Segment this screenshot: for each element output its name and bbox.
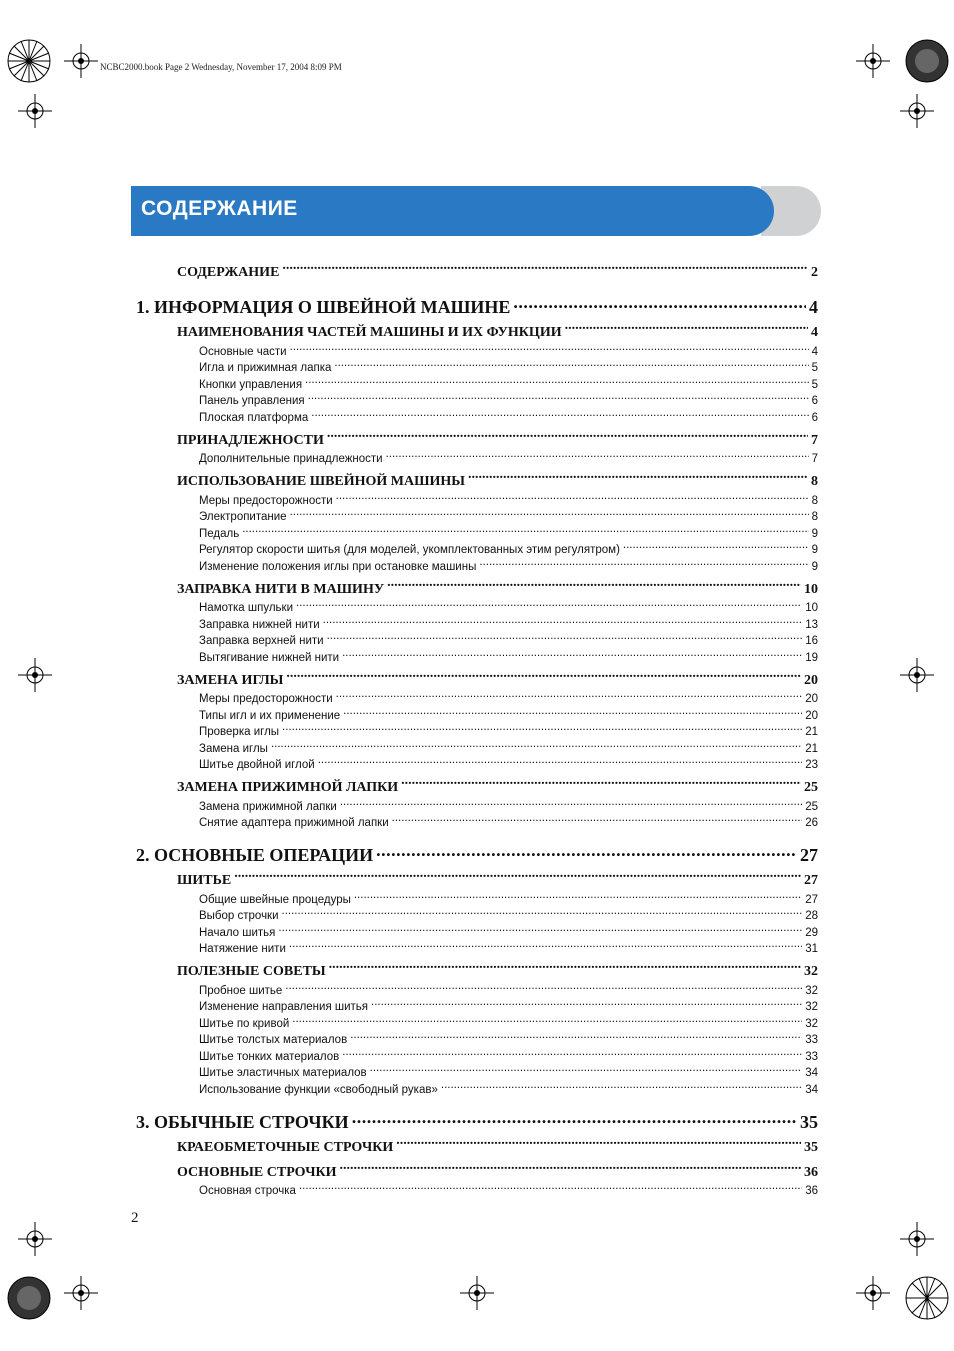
toc-entry-page: 33 [805,1050,818,1063]
toc-subsection[interactable] [136,891,818,908]
toc-entry-title: Педаль [199,527,240,540]
toc-subsection[interactable] [136,616,818,633]
toc-entry-title: ЗАПРАВКА НИТИ В МАШИНУ [177,581,385,597]
toc-entry-page: 36 [805,1185,818,1197]
toc-entry-page: 27 [804,873,818,888]
toc-dot-leader [479,558,808,570]
toc-entry-page: 21 [805,726,818,738]
toc-entry-page: 7 [811,432,818,448]
page-number: 2 [131,1210,139,1226]
toc-subsection[interactable] [136,393,818,410]
toc-subsection[interactable] [136,1183,818,1200]
crosshair-icon [900,94,934,128]
toc-dot-leader [352,1110,797,1128]
toc-subsection[interactable] [136,999,818,1016]
toc-entry-title: Меры предосторожности [199,693,333,705]
toc-entry-page: 2 [811,265,818,280]
toc-entry-page: 8 [811,474,818,489]
toc-dot-leader [299,1183,802,1195]
toc-entry-title: Игла и прижимная лапка [199,362,332,374]
toc-entry-title: Шитье толстых материалов [199,1034,348,1046]
toc-dot-leader [370,1065,803,1077]
toc-section[interactable] [136,961,818,982]
toc-subsection[interactable] [136,376,818,393]
toc-entry-title: ПРИНАДЛЕЖНОСТИ [177,432,324,448]
registration-mark-icon [904,38,950,84]
toc-entry-page: 35 [800,1111,818,1132]
toc-entry-title: Меры предосторожности [199,494,333,507]
toc-subsection[interactable] [136,492,818,509]
toc-dot-leader [343,707,802,719]
toc-entry-title: Натяжение нити [199,943,286,955]
toc-dot-leader [329,961,801,975]
toc-entry-title: Пробное шитье [199,984,283,997]
toc-subsection[interactable] [136,982,818,999]
crosshair-icon [18,94,52,128]
toc-entry-title: Типы игл и их применение [199,709,341,722]
toc-dot-leader [340,798,802,810]
toc-entry-title: Проверка иглы [199,726,280,738]
toc-subsection[interactable] [136,691,818,708]
toc-entry-page: 9 [811,527,818,540]
toc-entry-title: Кнопки управления [199,378,303,391]
toc-entry-title: Шитье эластичных материалов [199,1067,367,1079]
toc-entry-title: Начало шитья [199,926,276,939]
toc-entry-title: Общие швейные процедуры [199,893,351,906]
toc-dot-leader [234,870,801,884]
toc-dot-leader [386,451,809,463]
toc-entry-page: 8 [811,511,818,523]
toc-dot-leader [340,1162,801,1176]
toc-entry-title: ЗАМЕНА ИГЛЫ [177,672,284,688]
toc-subsection[interactable] [136,409,818,426]
toc-dot-leader [468,471,808,485]
toc-dot-leader [350,1032,802,1044]
toc-entry-page: 8 [811,494,818,507]
toc-entry-title: Изменение направления шитья [199,1001,369,1013]
registration-mark-icon [6,1275,52,1321]
toc-entry-page: 31 [805,943,818,955]
toc-entry-page: 34 [805,1067,818,1079]
toc-subsection[interactable] [136,908,818,925]
toc-entry-page: 10 [805,602,818,614]
toc-entry-page: 21 [805,742,818,755]
toc-subsection[interactable] [136,600,818,617]
toc-subsection[interactable] [136,740,818,757]
toc-entry-title: ЗАМЕНА ПРИЖИМНОЙ ЛАПКИ [177,780,399,795]
toc-subsection[interactable] [136,509,818,526]
toc-entry-title: Основные части [199,345,287,358]
toc-subsection[interactable] [136,451,818,468]
toc-dot-leader [311,409,808,421]
toc-dot-leader [387,579,801,593]
toc-dot-leader [623,542,809,554]
toc-entry-title: Снятие адаптера прижимной лапки [199,817,389,829]
toc-entry-page: 9 [811,544,818,556]
toc-dot-leader [286,670,801,684]
toc-entry-page: 5 [811,362,818,374]
toc-entry-page: 20 [805,709,818,722]
toc-section[interactable] [136,430,818,451]
toc-entry-page: 9 [811,560,818,573]
toc-dot-leader [278,924,802,936]
toc-section[interactable] [136,1162,818,1183]
toc-entry-title: Панель управления [199,395,305,407]
toc-dot-leader [323,616,803,628]
toc-entry-page: 36 [804,1164,818,1180]
toc-dot-leader [376,843,797,861]
toc-entry-page: 4 [809,297,818,317]
toc-entry-page: 27 [805,893,818,906]
toc-entry-title: Изменение положения иглы при остановке машины [199,560,477,573]
toc-entry-title: Электропитание [199,511,287,523]
toc-entry-title: ШИТЬЕ [177,873,232,888]
toc-entry-title: 1. ИНФОРМАЦИЯ О ШВЕЙНОЙ МАШИНЕ [136,297,511,317]
crosshair-icon [460,1276,494,1310]
toc-subsection[interactable] [136,360,818,377]
toc-dot-leader [565,322,808,336]
toc-entry-title: Выбор строчки [199,910,279,922]
toc-entry-page: 23 [805,759,818,771]
registration-mark-icon [6,38,52,84]
toc-dot-leader [282,908,803,920]
crosshair-icon [64,44,98,78]
toc-subsection[interactable] [136,343,818,360]
toc-subsection[interactable] [136,707,818,724]
section-header [131,186,821,236]
toc-subsection[interactable] [136,1015,818,1032]
toc-dot-leader [296,600,802,612]
toc-entry-page: 6 [811,395,818,407]
toc-entry-page: 28 [805,910,818,922]
toc-entry-page: 4 [811,345,818,358]
toc-chapter[interactable] [136,1110,818,1133]
crosshair-icon [900,1222,934,1256]
toc-entry-title: Шитье двойной иглой [199,759,315,771]
page-title: СОДЕРЖАНИЕ [141,197,298,220]
toc-dot-leader [441,1081,802,1093]
toc-section[interactable] [136,322,818,343]
header-bar [131,186,774,236]
toc-dot-leader [336,691,803,703]
toc-subsection[interactable] [136,757,818,774]
toc-entry-page: 26 [805,817,818,829]
toc-subsection[interactable] [136,815,818,832]
toc-dot-leader [282,724,802,736]
crosshair-icon [64,1276,98,1310]
toc-subsection[interactable] [136,525,818,542]
toc-dot-leader [396,1137,801,1151]
toc-subsection[interactable] [136,649,818,666]
toc-entry-title: Намотка шпульки [199,602,293,614]
toc-entry-page: 5 [811,378,818,391]
toc-entry-page: 20 [804,672,818,688]
toc-entry-title: Замена прижимной лапки [199,800,337,813]
toc-dot-leader [271,740,802,752]
toc-entry-page: 25 [804,780,818,795]
toc-entry-title: 3. ОБЫЧНЫЕ СТРОЧКИ [136,1111,349,1132]
toc-subsection[interactable] [136,1065,818,1082]
toc-dot-leader [371,999,802,1011]
toc-dot-leader [308,393,809,405]
toc-entry-title: Использование функции «свободный рукав» [199,1083,438,1096]
toc-subsection[interactable] [136,558,818,575]
toc-dot-leader [289,941,802,953]
toc-subsection[interactable] [136,724,818,741]
toc-dot-leader [290,509,809,521]
toc-entry-page: 20 [805,693,818,705]
crosshair-icon [856,44,890,78]
toc-entry-title: Шитье тонких материалов [199,1050,340,1063]
toc-dot-leader [305,376,809,388]
toc-entry-title: Плоская платформа [199,411,309,424]
toc-entry-title: Заправка нижней нити [199,618,320,631]
toc-subsection[interactable] [136,633,818,650]
toc-section[interactable] [136,870,818,891]
toc-subsection[interactable] [136,1081,818,1098]
toc-subsection[interactable] [136,1032,818,1049]
toc-entry-title: Заправка верхней нити [199,635,324,647]
toc-entry-page: 16 [805,635,818,647]
toc-entry-title: СОДЕРЖАНИЕ [177,265,280,280]
toc-entry-title: Дополнительные принадлежности [199,453,383,465]
toc-subsection[interactable] [136,542,818,559]
toc-dot-leader [327,633,803,645]
toc-entry-page: 27 [800,845,818,865]
toc-subsection[interactable] [136,798,818,815]
toc-entry-page: 13 [805,618,818,631]
toc-dot-leader [290,343,809,355]
toc-subsection[interactable] [136,941,818,958]
toc-subsection[interactable] [136,924,818,941]
toc-dot-leader [334,360,808,372]
table-of-contents [136,262,818,1199]
crosshair-icon [856,1276,890,1310]
crosshair-icon [900,658,934,692]
toc-section[interactable] [136,262,818,283]
toc-chapter[interactable] [136,295,818,318]
toc-entry-page: 33 [805,1034,818,1046]
toc-entry-page: 34 [805,1083,818,1096]
toc-entry-page: 4 [811,325,818,340]
toc-dot-leader [327,430,808,444]
toc-entry-title: Основная строчка [199,1185,296,1197]
toc-entry-title: Вытягивание нижней нити [199,651,340,664]
toc-entry-title: Регулятор скорости шитья (для моделей, укомплектованных этим регулятром) [199,544,620,556]
toc-dot-leader [318,757,802,769]
toc-dot-leader [242,525,808,537]
print-info: NCBC2000.book Page 2 Wednesday, November 17, 2004 8:09 PM [100,62,342,72]
toc-dot-leader [401,777,801,791]
toc-entry-page: 35 [804,1139,818,1155]
toc-entry-title: НАИМЕНОВАНИЯ ЧАСТЕЙ МАШИНЫ И ИХ ФУНКЦИИ [177,325,562,340]
toc-entry-title: 2. ОСНОВНЫЕ ОПЕРАЦИИ [136,845,374,865]
toc-entry-page: 32 [804,964,818,979]
toc-subsection[interactable] [136,1048,818,1065]
toc-dot-leader [285,982,802,994]
toc-entry-title: ОСНОВНЫЕ СТРОЧКИ [177,1164,337,1180]
toc-section[interactable] [136,670,818,691]
toc-dot-leader [342,1048,802,1060]
toc-entry-page: 6 [811,411,818,424]
toc-entry-page: 25 [805,800,818,813]
toc-entry-title: Шитье по кривой [199,1017,290,1030]
crosshair-icon [18,658,52,692]
toc-entry-title: Замена иглы [199,742,268,755]
toc-entry-page: 10 [804,581,818,597]
toc-section[interactable] [136,579,818,600]
toc-entry-page: 32 [805,984,818,997]
toc-section[interactable] [136,471,818,492]
toc-dot-leader [513,295,806,313]
toc-entry-page: 29 [805,926,818,939]
toc-entry-page: 7 [811,453,818,465]
toc-section[interactable] [136,1137,818,1158]
toc-dot-leader [392,815,803,827]
toc-entry-page: 19 [805,651,818,664]
toc-dot-leader [354,891,802,903]
toc-dot-leader [282,262,808,276]
toc-entry-page: 32 [805,1017,818,1030]
toc-entry-title: ИСПОЛЬЗОВАНИЕ ШВЕЙНОЙ МАШИНЫ [177,474,466,489]
toc-entry-title: КРАЕОБМЕТОЧНЫЕ СТРОЧКИ [177,1139,394,1155]
crosshair-icon [18,1222,52,1256]
toc-dot-leader [336,492,809,504]
toc-section[interactable] [136,777,818,798]
toc-chapter[interactable] [136,843,818,866]
toc-entry-page: 32 [805,1001,818,1013]
toc-dot-leader [342,649,802,661]
toc-entry-title: ПОЛЕЗНЫЕ СОВЕТЫ [177,964,326,979]
toc-dot-leader [292,1015,802,1027]
registration-mark-icon [904,1275,950,1321]
